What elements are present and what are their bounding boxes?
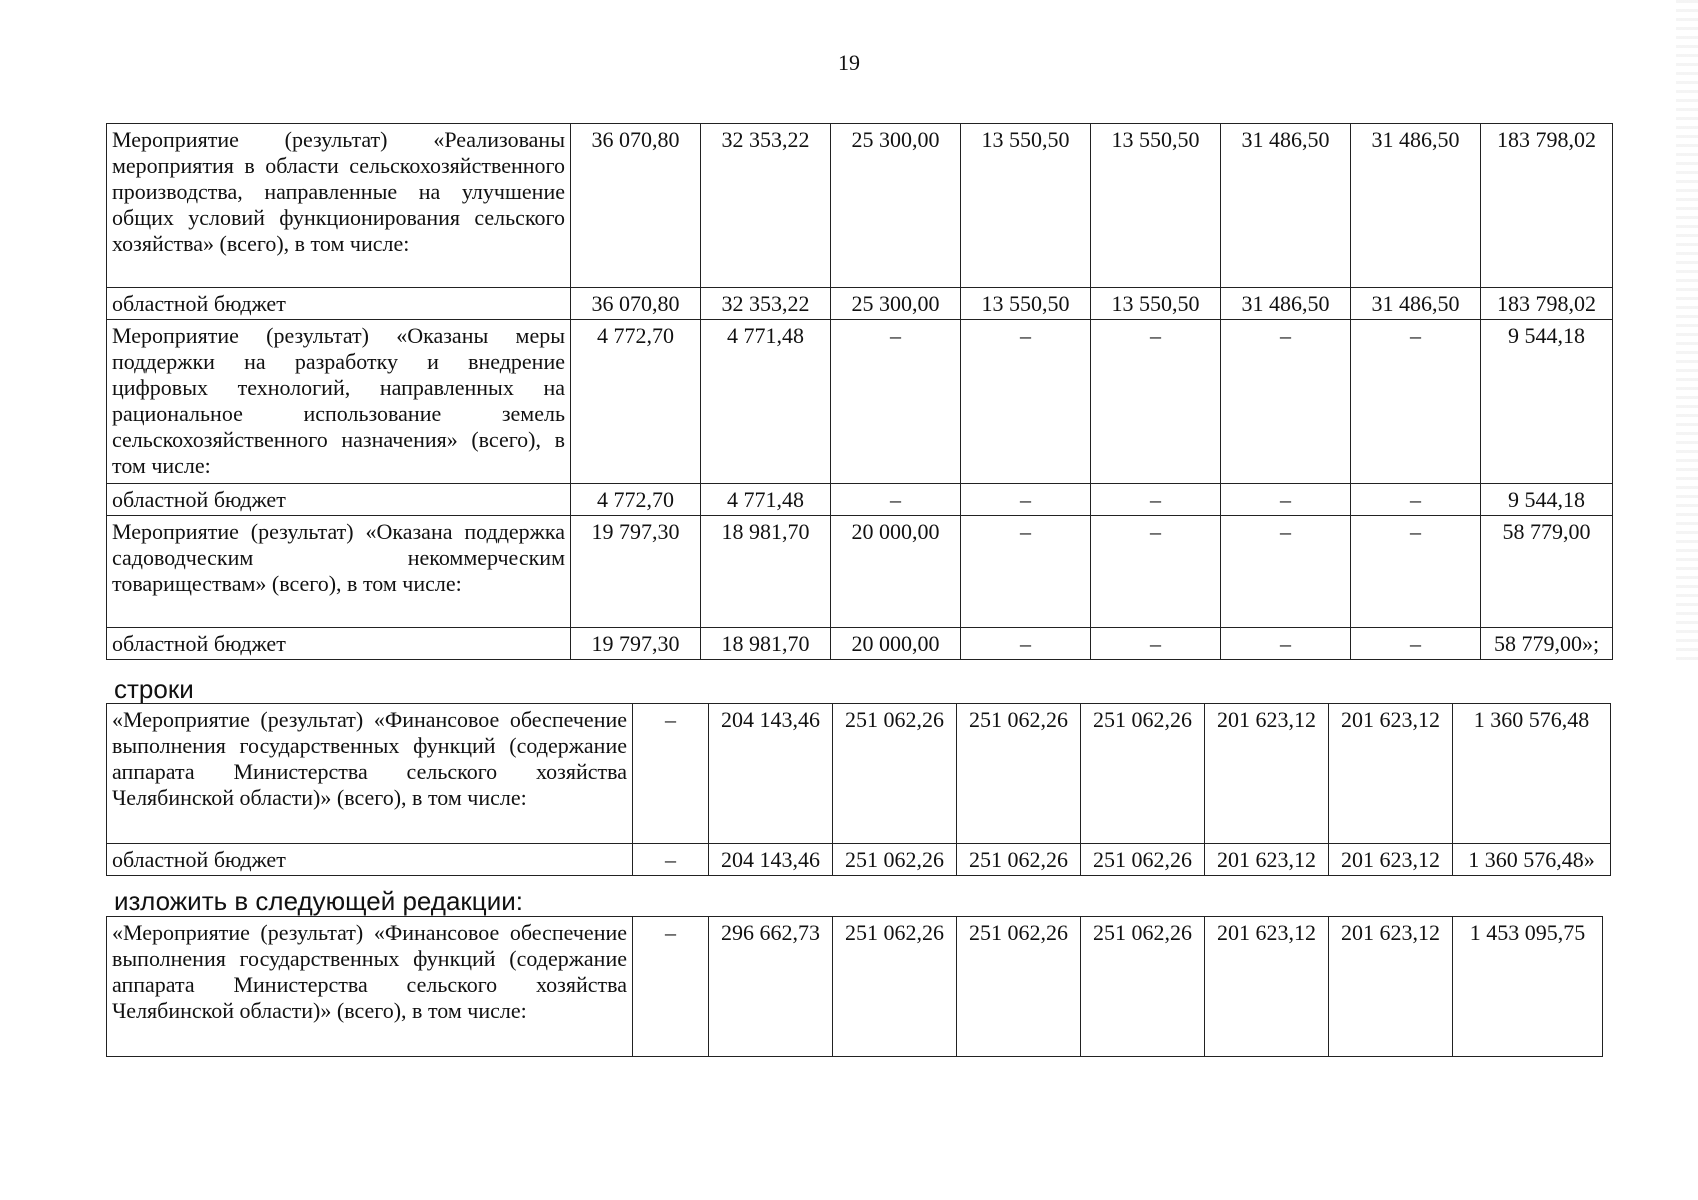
value-cell: 31 486,50 <box>1221 288 1351 320</box>
total-cell: 183 798,02 <box>1481 288 1613 320</box>
row-description: областной бюджет <box>107 628 571 660</box>
value-cell: – <box>1221 516 1351 628</box>
value-cell: – <box>961 484 1091 516</box>
table-row <box>107 844 1611 876</box>
value-cell: – <box>1091 516 1221 628</box>
page-number: 19 <box>838 50 860 75</box>
value-cell: 251 062,26 <box>1081 917 1205 1057</box>
value-cell: 251 062,26 <box>957 917 1081 1057</box>
total-cell: 1 360 576,48 <box>1453 704 1611 844</box>
table-row <box>107 124 1613 288</box>
table-row <box>107 320 1613 484</box>
section-label-new-edition: изложить в следующей редакции: <box>114 886 523 916</box>
value-cell: 25 300,00 <box>831 288 961 320</box>
row-description: областной бюджет <box>107 484 571 516</box>
value-cell: 251 062,26 <box>957 704 1081 844</box>
row-description: Мероприятие (результат) «Реализованы мероприятия в области сельскохозяйственного производства, направленные на улучшение общих условий функционирования сельского хозяйства» (всего), в том числе: <box>107 124 571 288</box>
value-cell: – <box>961 628 1091 660</box>
table-row <box>107 516 1613 628</box>
table-row <box>107 917 1603 1057</box>
value-cell: 32 353,22 <box>701 124 831 288</box>
row-description: областной бюджет <box>107 288 571 320</box>
value-cell: 36 070,80 <box>571 288 701 320</box>
table-row <box>107 704 1611 844</box>
value-cell: 31 486,50 <box>1351 124 1481 288</box>
row-description: «Мероприятие (результат) «Финансовое обеспечение выполнения государственных функций (содержание аппарата Министерства сельского хозяйства Челябинской области)» (всего), в том числе: <box>107 704 633 844</box>
value-cell: 13 550,50 <box>1091 124 1221 288</box>
total-cell: 183 798,02 <box>1481 124 1613 288</box>
value-cell: 32 353,22 <box>701 288 831 320</box>
total-cell: 1 453 095,75 <box>1453 917 1603 1057</box>
value-cell: 25 300,00 <box>831 124 961 288</box>
value-cell: – <box>1221 320 1351 484</box>
value-cell: 251 062,26 <box>833 917 957 1057</box>
row-description: Мероприятие (результат) «Оказана поддержка садоводческим некоммерческим товариществам» (всего), в том числе: <box>107 516 571 628</box>
total-cell: 9 544,18 <box>1481 484 1613 516</box>
value-cell: 251 062,26 <box>833 704 957 844</box>
value-cell: 13 550,50 <box>1091 288 1221 320</box>
value-cell: 4 771,48 <box>701 320 831 484</box>
value-cell: 201 623,12 <box>1329 704 1453 844</box>
value-cell: 13 550,50 <box>961 288 1091 320</box>
value-cell: – <box>633 844 709 876</box>
value-cell: – <box>1351 484 1481 516</box>
budget-table-3 <box>106 916 1603 1057</box>
value-cell: – <box>1351 516 1481 628</box>
value-cell: – <box>1351 628 1481 660</box>
value-cell: – <box>831 320 961 484</box>
value-cell: 4 772,70 <box>571 484 701 516</box>
row-description: Мероприятие (результат) «Оказаны меры поддержки на разработку и внедрение цифровых технологий, направленных на рациональное использование земель сельскохозяйственного назначения» (всего), в том числе: <box>107 320 571 484</box>
value-cell: 251 062,26 <box>957 844 1081 876</box>
total-cell: 58 779,00 <box>1481 516 1613 628</box>
row-description: «Мероприятие (результат) «Финансовое обеспечение выполнения государственных функций (содержание аппарата Министерства сельского хозяйства Челябинской области)» (всего), в том числе: <box>107 917 633 1057</box>
value-cell: – <box>1221 484 1351 516</box>
total-cell: 1 360 576,48» <box>1453 844 1611 876</box>
value-cell: 18 981,70 <box>701 516 831 628</box>
table-row <box>107 628 1613 660</box>
value-cell: – <box>961 320 1091 484</box>
total-cell: 58 779,00»; <box>1481 628 1613 660</box>
value-cell: 251 062,26 <box>1081 844 1205 876</box>
row-description: областной бюджет <box>107 844 633 876</box>
value-cell: 19 797,30 <box>571 516 701 628</box>
table-row <box>107 288 1613 320</box>
value-cell: 20 000,00 <box>831 628 961 660</box>
value-cell: 201 623,12 <box>1205 844 1329 876</box>
value-cell: 201 623,12 <box>1329 917 1453 1057</box>
value-cell: 251 062,26 <box>833 844 957 876</box>
value-cell: – <box>633 704 709 844</box>
table-row <box>107 484 1613 516</box>
value-cell: – <box>1091 484 1221 516</box>
total-cell: 9 544,18 <box>1481 320 1613 484</box>
value-cell: 20 000,00 <box>831 516 961 628</box>
section-label-rows: строки <box>114 674 194 704</box>
value-cell: 4 772,70 <box>571 320 701 484</box>
budget-table-2 <box>106 703 1611 876</box>
value-cell: 204 143,46 <box>709 704 833 844</box>
value-cell: 4 771,48 <box>701 484 831 516</box>
value-cell: 201 623,12 <box>1329 844 1453 876</box>
value-cell: 19 797,30 <box>571 628 701 660</box>
value-cell: 201 623,12 <box>1205 704 1329 844</box>
value-cell: 31 486,50 <box>1351 288 1481 320</box>
value-cell: 251 062,26 <box>1081 704 1205 844</box>
value-cell: 296 662,73 <box>709 917 833 1057</box>
value-cell: 31 486,50 <box>1221 124 1351 288</box>
value-cell: 18 981,70 <box>701 628 831 660</box>
budget-table-1 <box>106 123 1613 660</box>
value-cell: 204 143,46 <box>709 844 833 876</box>
value-cell: – <box>1091 320 1221 484</box>
scan-edge-artifact <box>1676 0 1698 660</box>
value-cell: – <box>633 917 709 1057</box>
value-cell: 201 623,12 <box>1205 917 1329 1057</box>
value-cell: – <box>1091 628 1221 660</box>
value-cell: – <box>831 484 961 516</box>
value-cell: – <box>1221 628 1351 660</box>
value-cell: – <box>1351 320 1481 484</box>
value-cell: – <box>961 516 1091 628</box>
value-cell: 13 550,50 <box>961 124 1091 288</box>
value-cell: 36 070,80 <box>571 124 701 288</box>
